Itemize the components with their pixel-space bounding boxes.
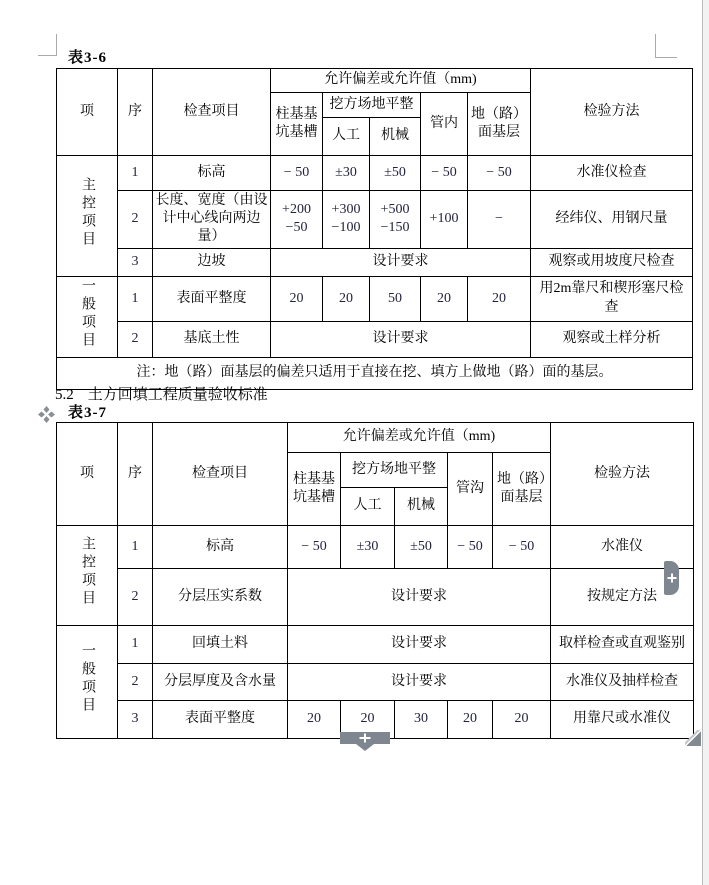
value-cell: 30 [395, 701, 448, 739]
header-cell-check: 检查项目 [153, 423, 288, 526]
header-cell-check: 检查项目 [153, 69, 271, 156]
value-cell: ±50 [395, 526, 448, 569]
value-cell: 20 [341, 701, 395, 739]
check-item-cell: 分层压实系数 [153, 569, 288, 626]
group-label-main-control: 主控项目 [57, 526, 118, 626]
table-row [57, 156, 693, 191]
value-cell-span: 设计要求 [288, 626, 551, 664]
header-cell-seq: 序 [118, 423, 153, 526]
table-3-6 [56, 68, 693, 390]
header-cell-excavation: 挖方场地平整 [341, 453, 448, 488]
group-label-general: 一般项目 [57, 276, 118, 357]
method-cell: 水准仪 [551, 526, 694, 569]
seq-cell: 2 [118, 321, 153, 357]
value-cell: +100 [421, 191, 468, 249]
check-item-cell: 长度、宽度（由设计中心线向两边量） [153, 191, 271, 249]
check-item-cell: 边坡 [153, 248, 271, 276]
value-cell: − [468, 191, 531, 249]
value-cell: +200 −50 [271, 191, 323, 249]
value-cell: +500 −150 [370, 191, 421, 249]
value-cell: − 50 [468, 156, 531, 191]
value-cell: − 50 [493, 526, 551, 569]
insert-column-button[interactable] [664, 561, 679, 595]
table-row [57, 664, 694, 701]
table-3-7-title: 表3-7 [68, 405, 107, 421]
header-cell-item: 项 [57, 423, 118, 526]
value-cell: − 50 [288, 526, 341, 569]
check-item-cell: 分层厚度及含水量 [153, 664, 288, 701]
value-cell: 20 [468, 276, 531, 321]
text-boundary-corner-top-right [655, 34, 677, 58]
header-cell-manual: 人工 [341, 488, 395, 526]
plus-icon [340, 732, 390, 744]
method-cell: 用靠尺或水准仪 [551, 701, 694, 739]
check-item-cell: 标高 [153, 526, 288, 569]
check-item-cell: 回填土料 [153, 626, 288, 664]
table-move-handle-icon[interactable] [37, 405, 56, 424]
seq-cell: 1 [118, 156, 153, 191]
header-cell-pipe-trench: 管沟 [448, 453, 493, 526]
insert-row-button[interactable] [340, 732, 390, 744]
value-cell: 20 [288, 701, 341, 739]
value-cell: 50 [370, 276, 421, 321]
seq-cell: 3 [118, 248, 153, 276]
header-cell-method: 检验方法 [531, 69, 693, 156]
group-label-general: 一般项目 [57, 626, 118, 739]
table-row [57, 191, 693, 249]
chevron-down-icon [356, 744, 374, 751]
section-number: 5.2 [55, 387, 74, 403]
table-row [57, 321, 693, 357]
method-cell: 水准仪及抽样检查 [551, 664, 694, 701]
value-cell: 20 [421, 276, 468, 321]
header-cell-ground-base: 地（路）面基层 [493, 453, 551, 526]
check-item-cell: 标高 [153, 156, 271, 191]
value-cell-span: 设计要求 [288, 569, 551, 626]
value-cell: 20 [493, 701, 551, 739]
method-cell: 水准仪检查 [531, 156, 693, 191]
table-3-7 [56, 422, 694, 739]
table-3-6-title: 表3-6 [68, 50, 107, 66]
value-cell: 20 [448, 701, 493, 739]
header-cell-machine: 机械 [370, 118, 421, 156]
check-item-cell: 基底土性 [153, 321, 271, 357]
table-row [57, 423, 694, 453]
group-label-main-control: 主控项目 [57, 156, 118, 277]
seq-cell: 3 [118, 701, 153, 739]
value-cell: ±50 [370, 156, 421, 191]
table-row [57, 526, 694, 569]
header-cell-item: 项 [57, 69, 118, 156]
header-cell-seq: 序 [118, 69, 153, 156]
header-cell-pile-pit: 柱基基坑基槽 [288, 453, 341, 526]
seq-cell: 1 [118, 276, 153, 321]
seq-cell: 2 [118, 569, 153, 626]
page-edge [702, 0, 709, 885]
header-cell-pile-pit: 柱基基坑基槽 [271, 93, 323, 156]
seq-cell: 1 [118, 626, 153, 664]
value-cell: ±30 [323, 156, 370, 191]
method-cell: 用2m靠尺和楔形塞尺检查 [531, 276, 693, 321]
header-cell-tolerance: 允许偏差或允许值（mm) [288, 423, 551, 453]
header-cell-machine: 机械 [395, 488, 448, 526]
table-row [57, 569, 694, 626]
check-item-cell: 表面平整度 [153, 276, 271, 321]
table-resize-handle-icon[interactable] [685, 730, 701, 746]
section-title: 土方回填工程质量验收标准 [87, 387, 268, 403]
method-cell: 观察或土样分析 [531, 321, 693, 357]
header-cell-tolerance: 允许偏差或允许值（mm) [271, 69, 531, 93]
table-row [57, 276, 693, 321]
header-cell-excavation: 挖方场地平整 [323, 93, 421, 118]
header-cell-manual: 人工 [323, 118, 370, 156]
plus-icon [664, 561, 679, 595]
value-cell-span: 设计要求 [288, 664, 551, 701]
value-cell-span: 设计要求 [271, 321, 531, 357]
value-cell: +300 −100 [323, 191, 370, 249]
value-cell: − 50 [421, 156, 468, 191]
table-note: 注：地（路）面基层的偏差只适用于直接在挖、填方上做地（路）面的基层。 [57, 357, 693, 389]
value-cell-span: 设计要求 [271, 248, 531, 276]
method-cell: 经纬仪、用钢尺量 [531, 191, 693, 249]
value-cell: 20 [323, 276, 370, 321]
method-cell: 按规定方法 [551, 569, 694, 626]
table-row [57, 69, 693, 93]
check-item-cell: 表面平整度 [153, 701, 288, 739]
text-boundary-corner-top-left [38, 34, 57, 56]
table-row [57, 626, 694, 664]
header-cell-ground-base: 地（路）面基层 [468, 93, 531, 156]
value-cell: − 50 [448, 526, 493, 569]
value-cell: − 50 [271, 156, 323, 191]
seq-cell: 2 [118, 191, 153, 249]
seq-cell: 2 [118, 664, 153, 701]
header-cell-pipe: 管内 [421, 93, 468, 156]
table-row [57, 248, 693, 276]
header-cell-method: 检验方法 [551, 423, 694, 526]
value-cell: 20 [271, 276, 323, 321]
seq-cell: 1 [118, 526, 153, 569]
method-cell: 取样检查或直观鉴别 [551, 626, 694, 664]
method-cell: 观察或用坡度尺检查 [531, 248, 693, 276]
value-cell: ±30 [341, 526, 395, 569]
